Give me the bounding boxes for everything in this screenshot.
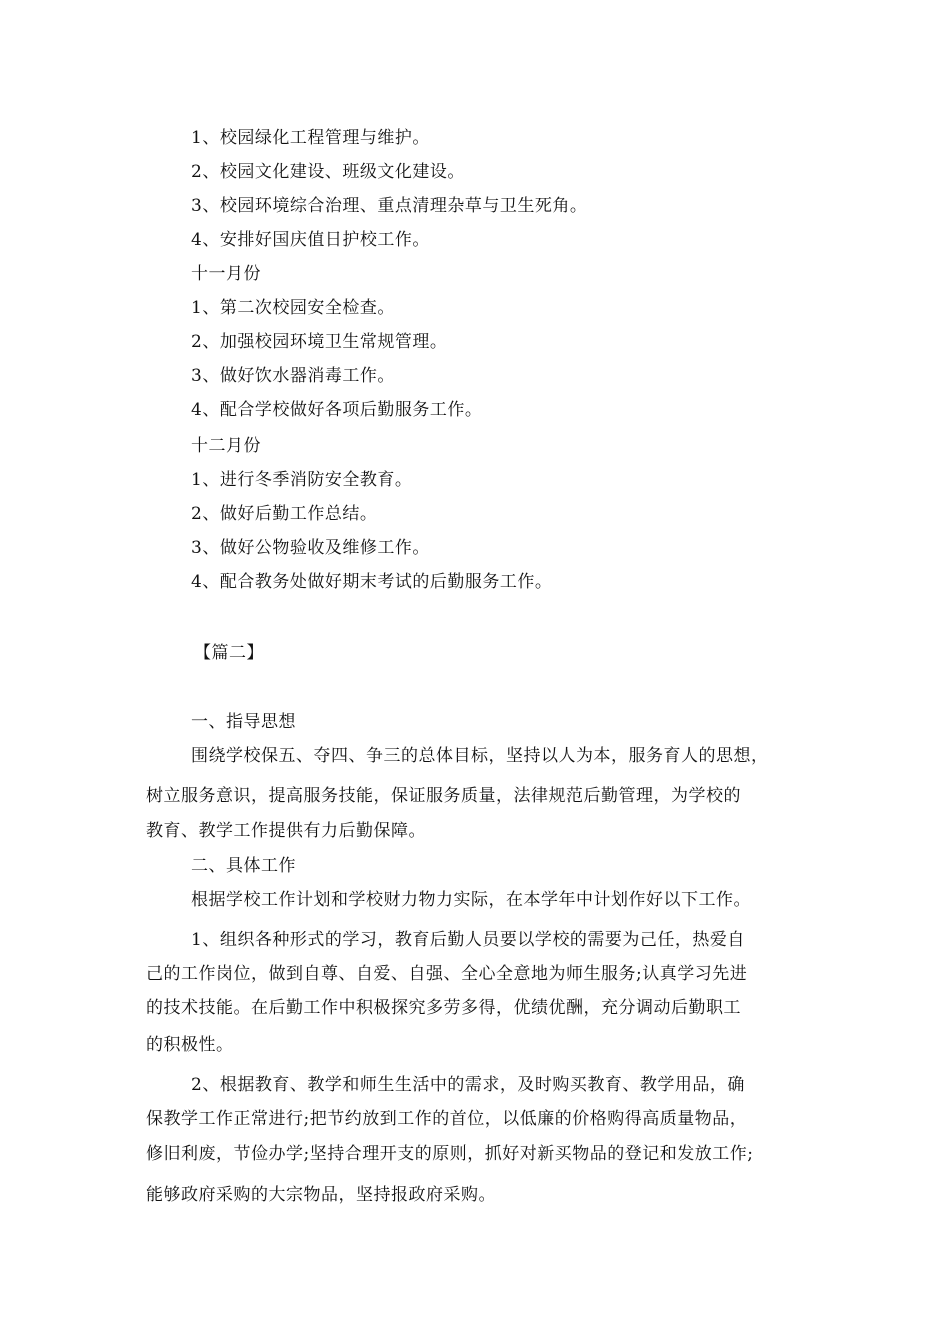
october-item-3: 3、校园环境综合治理、重点清理杂草与卫生死角。 [191, 196, 588, 216]
work-intro: 根据学校工作计划和学校财力物力实际，在本学年中计划作好以下工作。 [191, 890, 751, 910]
october-item-2: 2、校园文化建设、班级文化建设。 [191, 162, 465, 182]
october-item-4: 4、安排好国庆值日护校工作。 [191, 230, 430, 250]
work-item-2-line-4: 能够政府采购的大宗物品，坚持报政府采购。 [146, 1185, 496, 1205]
work-item-1-line-4: 的积极性。 [146, 1035, 234, 1055]
work-item-2-line-1: 2、根据教育、教学和师生生活中的需求，及时购买教育、教学用品，确 [191, 1075, 745, 1095]
december-item-2: 2、做好后勤工作总结。 [191, 504, 378, 524]
guide-heading: 一、指导思想 [191, 712, 296, 732]
december-item-4: 4、配合教务处做好期末考试的后勤服务工作。 [191, 572, 553, 592]
section-marker-part-two: 【篇二】 [194, 643, 264, 663]
work-item-1-line-2: 己的工作岗位，做到自尊、自爱、自强、全心全意地为师生服务;认真学习先进 [146, 964, 748, 984]
work-item-2-line-2: 保教学工作正常进行;把节约放到工作的首位，以低廉的价格购得高质量物品， [146, 1109, 748, 1129]
november-item-4: 4、配合学校做好各项后勤服务工作。 [191, 400, 483, 420]
work-item-1-line-3: 的技术技能。在后勤工作中积极探究多劳多得，优绩优酬，充分调动后勤职工 [146, 998, 741, 1018]
november-item-2: 2、加强校园环境卫生常规管理。 [191, 332, 448, 352]
december-item-3: 3、做好公物验收及维修工作。 [191, 538, 430, 558]
november-heading: 十一月份 [191, 264, 261, 284]
guide-line-3: 教育、教学工作提供有力后勤保障。 [146, 821, 426, 841]
guide-line-2: 树立服务意识，提高服务技能，保证服务质量，法律规范后勤管理，为学校的 [146, 786, 741, 806]
work-item-1-line-1: 1、组织各种形式的学习，教育后勤人员要以学校的需要为己任，热爱自 [191, 930, 745, 950]
work-item-2-line-3: 修旧利废，节俭办学;坚持合理开支的原则，抓好对新买物品的登记和发放工作; [146, 1144, 754, 1164]
november-item-3: 3、做好饮水器消毒工作。 [191, 366, 395, 386]
december-item-1: 1、进行冬季消防安全教育。 [191, 470, 413, 490]
work-heading: 二、具体工作 [191, 856, 296, 876]
october-item-1: 1、校园绿化工程管理与维护。 [191, 128, 430, 148]
guide-line-1: 围绕学校保五、夺四、争三的总体目标，坚持以人为本，服务育人的思想， [191, 746, 769, 766]
december-heading: 十二月份 [191, 436, 261, 456]
november-item-1: 1、第二次校园安全检查。 [191, 298, 395, 318]
